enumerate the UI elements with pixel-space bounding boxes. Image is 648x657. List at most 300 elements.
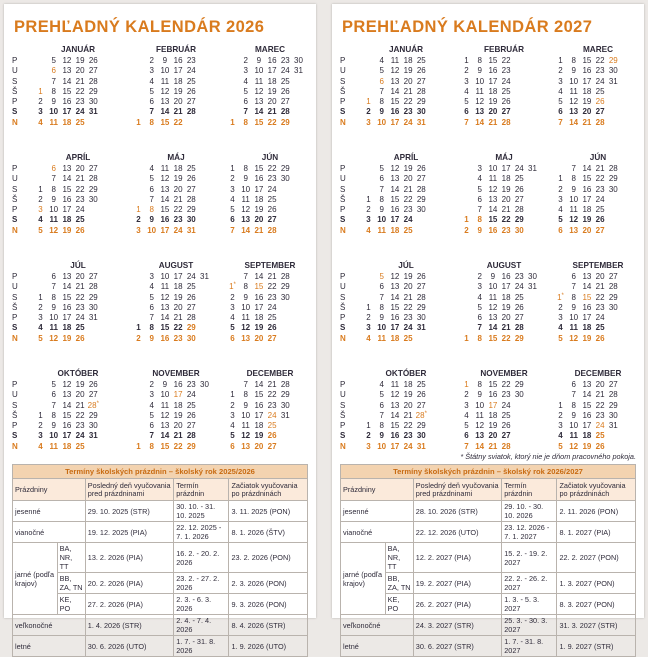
day-cell: 12: [160, 410, 170, 420]
day-cell: 29: [416, 421, 426, 431]
day-cell: 5: [558, 215, 563, 225]
day-cell: 24: [186, 66, 196, 76]
week-row: [362, 185, 450, 195]
day-cell: 12: [569, 441, 579, 451]
week-row: [460, 334, 548, 344]
day-cell: 15: [160, 441, 170, 451]
day-cell: 3: [558, 313, 563, 323]
week-row: [34, 118, 122, 128]
week-row: [362, 195, 450, 205]
day-cell: 27: [608, 380, 618, 389]
day-cell: 14: [254, 272, 264, 281]
week-row: [226, 97, 314, 107]
day-cell: 4: [464, 86, 469, 96]
week-row: [226, 164, 314, 174]
weekday-letter: S: [12, 431, 18, 441]
table-row: letné 30. 6. 2026 (UTO) 1. 7. - 31. 8. 2026 1. 9. 2026 (UTO): [13, 636, 308, 657]
day-cell: 20: [173, 97, 183, 107]
month-júl: [362, 260, 450, 344]
week-row: [554, 282, 642, 292]
day-cell: 22: [595, 174, 605, 184]
day-cell: 23: [595, 302, 605, 312]
day-cell: 14: [62, 400, 72, 410]
day-cell: 14: [488, 323, 498, 333]
day-cell: 11: [569, 86, 578, 96]
day-cell: 8: [571, 56, 576, 65]
week-row: [460, 185, 548, 195]
day-cell: 18: [254, 313, 264, 323]
day-cell: 7: [51, 400, 56, 410]
month-name: MÁJ: [495, 153, 513, 162]
day-cell: 10: [160, 390, 170, 400]
weekday-letter: U: [340, 282, 346, 292]
week-row: [34, 226, 122, 236]
weekday-letter: N: [12, 441, 18, 451]
day-cell: 26: [267, 205, 277, 215]
weekday-letter: S: [340, 323, 346, 333]
week-row: [226, 421, 314, 431]
day-cell: 27: [88, 272, 98, 281]
month-september: [554, 260, 642, 344]
day-cell: 16: [62, 194, 72, 204]
day-cell: 4: [366, 333, 371, 343]
day-cell: 1: [464, 380, 469, 389]
month-name: AUGUST: [158, 261, 194, 270]
day-cell: 15: [488, 333, 498, 343]
day-cell: 9: [162, 56, 168, 65]
month-name: MÁJ: [167, 153, 185, 162]
day-cell: 6: [379, 282, 384, 292]
day-cell: 2: [230, 400, 235, 410]
day-cell: 20: [173, 184, 183, 194]
week-row: [362, 323, 450, 333]
day-cell: 9: [256, 56, 262, 65]
week-row: [132, 118, 220, 128]
day-cell: 31: [416, 441, 426, 451]
school-holidays-table: [340, 464, 636, 657]
day-cell: 11: [49, 323, 58, 333]
day-cell: 8: [243, 282, 248, 292]
week-row: [362, 390, 450, 400]
week-row: [362, 87, 450, 97]
week-row: [132, 164, 220, 174]
week-row: [554, 87, 642, 97]
day-cell: 13: [390, 174, 400, 184]
day-cell: 6: [571, 272, 576, 281]
day-cell: 7: [379, 410, 384, 420]
day-cell: 6: [379, 76, 384, 86]
day-cell: 12: [241, 205, 251, 215]
day-cell: 26: [88, 56, 98, 65]
day-cell: 27: [186, 421, 196, 431]
day-cell: 25: [514, 292, 524, 302]
week-row: [132, 293, 220, 303]
day-cell: 15: [390, 302, 400, 312]
day-cell: 5: [379, 272, 384, 281]
day-cell: 2: [366, 205, 371, 215]
weekday-letter: S: [340, 184, 346, 194]
week-row: [554, 118, 642, 128]
day-cell: 9: [477, 66, 482, 76]
day-cell: 8: [477, 333, 482, 343]
day-cell: 16: [582, 410, 592, 420]
day-cell: 20: [75, 164, 85, 173]
day-cell: 9: [243, 292, 248, 302]
day-cell: 6: [464, 431, 469, 441]
day-cell: 5: [149, 174, 154, 184]
day-cell: 8: [149, 323, 154, 333]
table-row: letné 30. 6. 2027 (STR) 1. 7. - 31. 8. 2027 1. 9. 2027 (STR): [341, 636, 636, 657]
day-cell: 21: [173, 313, 183, 323]
week-row: [34, 205, 122, 215]
week-row: [460, 174, 548, 184]
day-cell: 29: [608, 400, 618, 410]
day-cell: 18: [62, 323, 72, 333]
week-row: [554, 431, 642, 441]
day-cell: 20: [582, 107, 592, 117]
weekday-letter: P: [12, 97, 18, 107]
day-cell: 21: [75, 76, 85, 86]
week-row: [132, 442, 220, 452]
month-name: JÚL: [398, 261, 414, 270]
week-row: [460, 205, 548, 215]
week-row: [460, 293, 548, 303]
day-cell: 3: [230, 302, 235, 312]
day-cell: 7: [464, 117, 469, 127]
day-cell: 13: [62, 272, 72, 281]
week-row: [554, 401, 642, 411]
day-cell: 16: [582, 302, 592, 312]
day-cell: 14: [390, 292, 400, 302]
day-cell: 7: [379, 184, 384, 194]
day-cell: 5: [149, 410, 154, 420]
day-cell: 11: [475, 410, 484, 420]
week-row: [362, 442, 450, 452]
day-cell: 26: [267, 431, 277, 441]
week-row: [34, 185, 122, 195]
day-cell: 8: [379, 421, 384, 431]
day-cell: 31: [88, 431, 98, 441]
week-row: [362, 303, 450, 313]
day-cell: 6: [477, 194, 482, 204]
day-cell: 22: [403, 421, 413, 431]
week-row: [132, 313, 220, 323]
day-cell: 13: [62, 66, 72, 76]
day-cell: 19: [62, 225, 72, 235]
week-row: [226, 107, 314, 117]
day-cell: 21: [75, 282, 85, 292]
day-cell: 24: [75, 107, 85, 117]
month-name: JANUÁR: [60, 45, 96, 54]
day-cell: 16: [488, 66, 498, 76]
day-cell: 3: [558, 194, 563, 204]
day-cell: 27: [595, 225, 605, 235]
week-row: [34, 390, 122, 400]
day-cell: 20: [501, 194, 511, 204]
day-cell: 25: [186, 76, 196, 86]
day-cell: 13: [241, 333, 251, 343]
month-apríl: [34, 152, 122, 236]
day-cell: 18: [173, 400, 183, 410]
day-cell: 8: [571, 292, 576, 302]
day-cell: 18: [582, 431, 592, 441]
day-cell: 27: [501, 431, 511, 441]
day-cell: 21: [403, 184, 413, 194]
day-cell: 9: [51, 194, 56, 204]
day-cell: 20: [501, 313, 511, 323]
day-cell: 28: [186, 313, 196, 323]
day-cell: 5: [149, 292, 154, 302]
weekday-letter: Š: [12, 194, 18, 204]
weekday-labels: [12, 56, 24, 128]
day-cell: 21: [488, 441, 498, 451]
day-cell: 17: [488, 76, 498, 86]
day-cell: 27: [514, 313, 524, 323]
day-cell: 1: [136, 117, 141, 127]
day-cell: 2: [366, 107, 371, 117]
day-cell: 5: [379, 66, 384, 76]
day-cell: 24: [595, 194, 605, 204]
month-júl: [34, 260, 122, 344]
day-cell: 18: [390, 333, 400, 343]
day-cell: 17: [254, 184, 264, 194]
week-row: [362, 431, 450, 441]
day-cell: 1: [366, 194, 371, 204]
day-cell: 18: [582, 86, 592, 96]
day-cell: 13: [62, 390, 72, 400]
day-cell: 10: [377, 441, 387, 451]
day-cell: 1: [464, 56, 469, 65]
day-cell: 23: [501, 225, 511, 235]
quarter-block: [340, 44, 640, 144]
weekday-letter: P: [340, 421, 346, 431]
day-cell: 3: [477, 282, 482, 292]
day-cell: 28: [186, 431, 196, 441]
day-cell: 15: [582, 56, 592, 65]
day-cell: 16: [390, 107, 400, 117]
day-cell: 21: [173, 107, 183, 117]
day-cell: 25: [186, 164, 196, 173]
day-cell: 23: [403, 313, 413, 323]
day-cell: 17: [62, 205, 72, 215]
day-cell: 25: [403, 225, 413, 235]
month-máj: [460, 152, 548, 236]
day-cell: 11: [475, 86, 484, 96]
day-cell: 2: [558, 66, 563, 76]
day-cell: 12: [569, 97, 579, 107]
day-cell: 16: [254, 292, 264, 302]
week-row: [132, 282, 220, 292]
header-holidays: Prázdniny: [341, 479, 414, 501]
weekday-letter: S: [12, 215, 18, 225]
day-cell: 3: [366, 117, 371, 127]
day-cell: 13: [390, 282, 400, 292]
month-name: SEPTEMBER: [572, 261, 624, 270]
day-cell: 15: [254, 164, 264, 173]
day-cell: 5: [230, 431, 235, 441]
day-cell: 19: [488, 97, 498, 107]
day-cell: 17: [160, 225, 170, 235]
weekday-letter: Š: [340, 302, 346, 312]
day-cell: 9: [571, 66, 576, 76]
day-cell: 23: [186, 380, 196, 389]
day-cell: 26: [416, 66, 426, 76]
month-name: APRÍL: [393, 153, 419, 162]
day-cell: 14: [390, 410, 400, 420]
week-row: [362, 421, 450, 431]
school-holidays-table: [12, 464, 308, 657]
day-cell: 12: [241, 323, 251, 333]
day-cell: 12: [390, 164, 400, 173]
day-cell: 26: [595, 97, 605, 107]
day-cell: 8: [149, 205, 154, 215]
day-cell: 25: [75, 215, 85, 225]
day-cell: 22: [267, 282, 277, 292]
day-cell: 6: [558, 107, 563, 117]
day-cell: 11: [254, 76, 264, 86]
month-január: [34, 44, 122, 128]
month-jún: [226, 152, 314, 236]
header-last-day: Posledný deň vyučovania pred prázdninami: [413, 479, 501, 501]
weekday-letter: S: [340, 431, 346, 441]
weekday-letter: S: [12, 107, 18, 117]
weekday-letter: N: [12, 333, 18, 343]
weekday-letter: P: [340, 380, 346, 389]
day-cell: 21: [254, 225, 264, 235]
day-cell: 13: [582, 272, 592, 281]
day-cell: 17: [488, 400, 498, 410]
day-cell: 29: [514, 333, 524, 343]
day-cell: 28: [416, 184, 426, 194]
day-cell: 31: [88, 313, 98, 323]
week-row: [226, 334, 314, 344]
week-row: [34, 97, 122, 107]
week-row: [460, 195, 548, 205]
week-row: [226, 323, 314, 333]
day-cell: 10: [160, 66, 170, 76]
week-row: [460, 411, 548, 421]
day-cell: 20: [403, 76, 413, 86]
day-cell: 31: [416, 117, 426, 127]
day-cell: 7: [243, 380, 248, 389]
day-cell: 26: [595, 215, 605, 225]
page-title: PREHĽADNÝ KALENDÁR 2026: [14, 18, 265, 36]
day-cell: 22: [267, 390, 277, 400]
day-cell: 28: [608, 164, 618, 173]
day-cell: 6: [230, 441, 235, 451]
day-cell: 25: [514, 174, 524, 184]
day-cell: 19: [403, 272, 413, 281]
day-cell: 19: [403, 390, 413, 400]
day-cell: 31: [280, 410, 290, 420]
day-cell: 19: [254, 431, 264, 441]
day-cell: 20: [403, 174, 413, 184]
day-cell: 26: [595, 441, 605, 451]
table-row: BB, ZA, TN 19. 2. 2027 (PIA) 22. 2. - 26. 2. 2027 1. 3. 2027 (PON): [341, 573, 636, 594]
day-cell: 27: [416, 76, 426, 86]
week-row: [554, 411, 642, 421]
weekday-letter: U: [12, 282, 18, 292]
day-cell: 21: [501, 205, 511, 215]
day-cell: 18: [254, 194, 264, 204]
day-cell: 29: [416, 302, 426, 312]
day-cell: 2: [464, 225, 469, 235]
week-row: [226, 66, 314, 76]
week-row: [362, 401, 450, 411]
day-cell: 29: [88, 184, 98, 194]
day-cell: 25: [501, 410, 511, 420]
day-cell: 28: [267, 225, 277, 235]
day-cell: 9: [571, 410, 576, 420]
table-row: jarné (podľa krajov) BA, NR, TT 13. 2. 2026 (PIA) 16. 2. - 20. 2. 2026 23. 2. 2026 (PON): [13, 543, 308, 573]
day-cell: 13: [160, 421, 170, 431]
day-cell: 15: [488, 215, 498, 225]
day-cell: 13: [475, 107, 485, 117]
day-cell: 28: [280, 272, 290, 281]
day-cell: 23: [267, 292, 277, 302]
day-cell: 22: [173, 323, 183, 333]
weekday-letter: U: [340, 174, 346, 184]
day-cell: 1: [366, 97, 371, 107]
day-cell: 21: [173, 431, 183, 441]
day-cell: 5: [558, 333, 563, 343]
day-cell: 15: [390, 421, 400, 431]
week-row: [226, 282, 314, 292]
day-cell: 3: [38, 431, 43, 441]
month-name: AUGUST: [486, 261, 522, 270]
day-cell: 10: [147, 225, 157, 235]
day-cell: 17: [582, 76, 592, 86]
day-cell: 2: [243, 56, 248, 65]
day-cell: 8: [51, 410, 56, 420]
month-name: OKTÓBER: [385, 369, 427, 378]
day-cell: 6: [51, 272, 56, 281]
day-cell: 23: [75, 302, 85, 312]
day-cell: 28: [280, 380, 290, 389]
day-cell: 30: [186, 215, 196, 225]
week-row: [132, 323, 220, 333]
day-cell: 4: [558, 205, 563, 215]
day-cell: 3: [366, 441, 371, 451]
day-cell: 27: [88, 164, 98, 173]
week-row: [362, 313, 450, 323]
day-cell: 8: [379, 302, 384, 312]
day-cell: 28: [186, 194, 196, 204]
week-row: [460, 390, 548, 400]
day-cell: 20: [75, 390, 85, 400]
day-cell: 27: [267, 333, 277, 343]
day-cell: 3: [558, 76, 563, 86]
weekday-letter: S: [340, 215, 346, 225]
day-cell: 29: [88, 292, 98, 302]
day-cell: 2: [149, 56, 154, 65]
day-cell: 19: [582, 441, 592, 451]
week-row: [554, 215, 642, 225]
weekday-letter: U: [340, 390, 346, 400]
day-cell: 17: [501, 282, 511, 292]
day-cell: 13: [241, 441, 251, 451]
week-row: [460, 87, 548, 97]
week-row: [362, 282, 450, 292]
day-cell: 4: [477, 174, 482, 184]
day-cell: 4: [149, 400, 154, 410]
day-cell: 4: [464, 410, 469, 420]
day-cell: 22: [75, 410, 85, 420]
day-cell: 22: [267, 164, 277, 173]
day-cell: 1: [136, 441, 141, 451]
day-cell: 9: [379, 205, 384, 215]
day-cell: 11: [390, 380, 400, 389]
